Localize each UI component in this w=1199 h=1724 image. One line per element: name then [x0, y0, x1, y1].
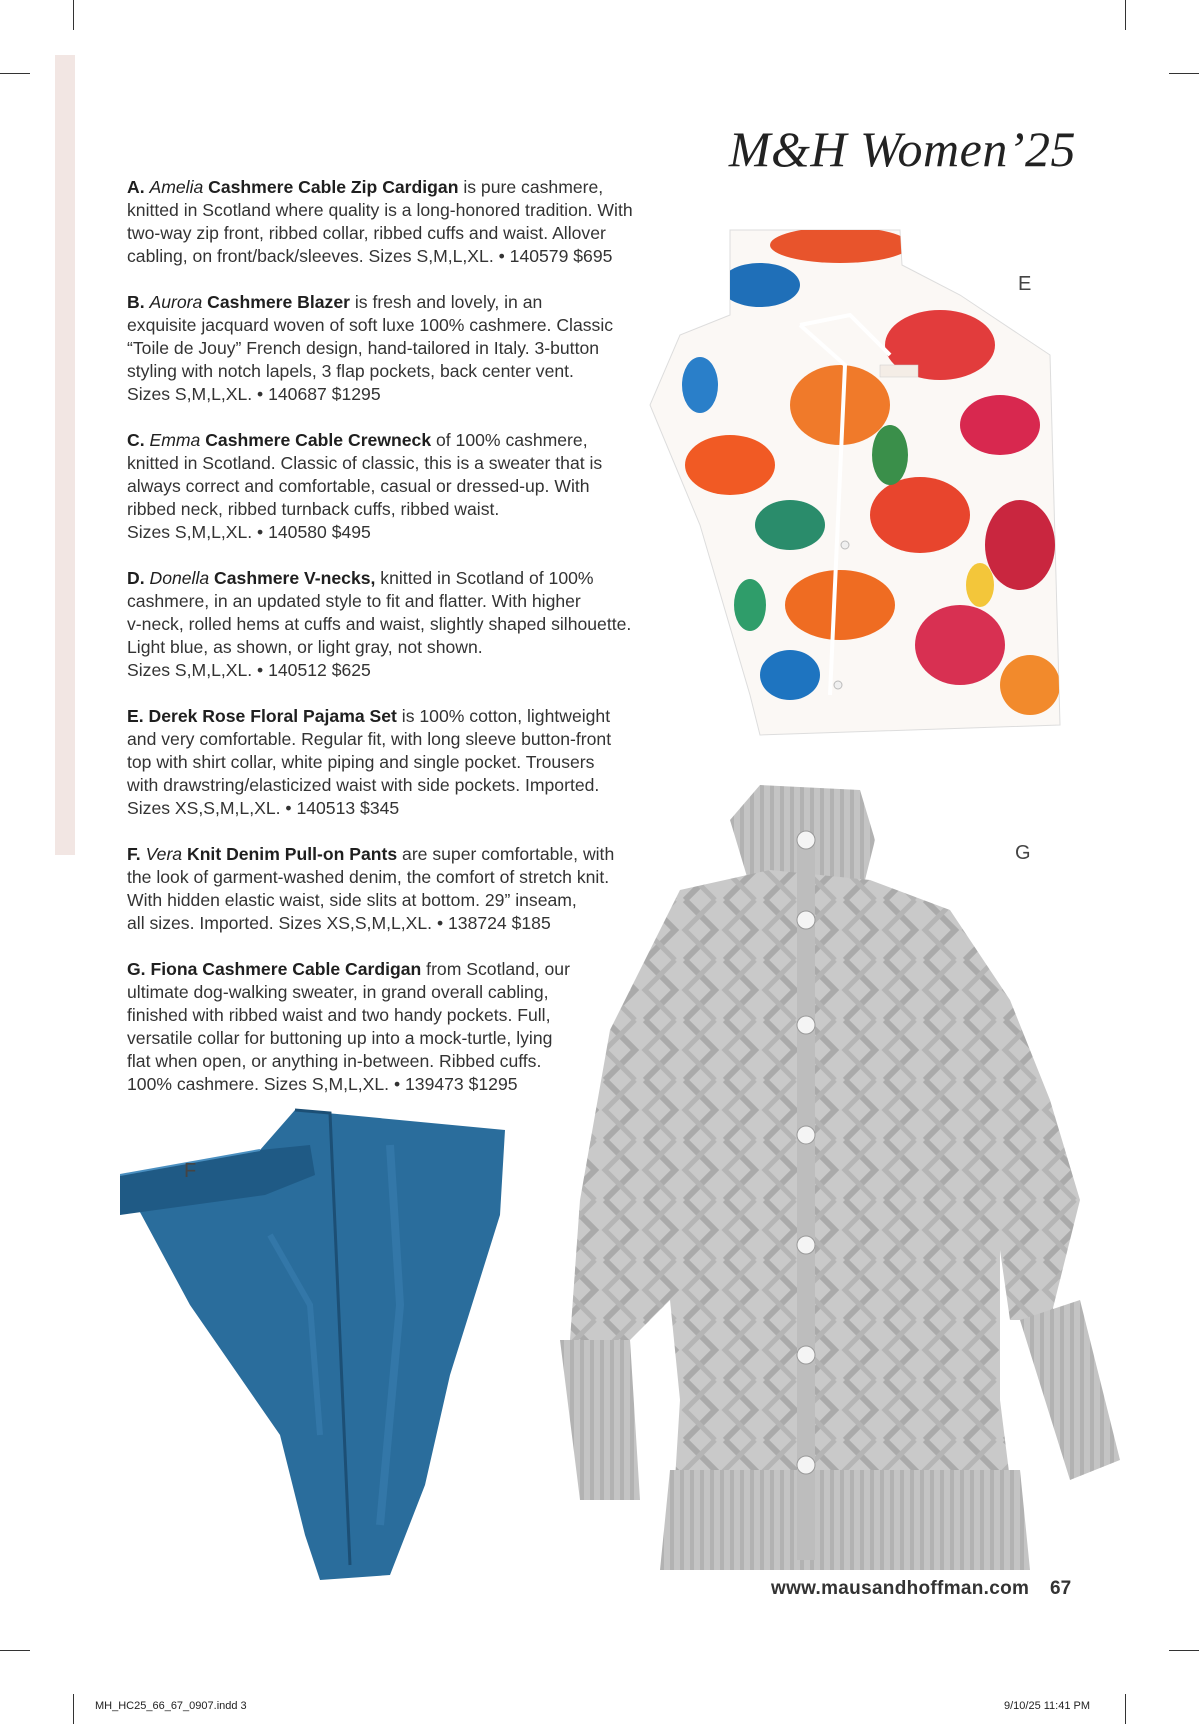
product-name: Cashmere Blazer: [202, 292, 350, 312]
description-line: cashmere, in an updated style to fit and flatter. With higher: [127, 591, 581, 611]
description-line: Light blue, as shown, or light gray, not shown.: [127, 637, 483, 657]
product-prefix: G.: [127, 959, 151, 979]
product-a: [127, 176, 667, 268]
description-line: Sizes XS,S,M,L,XL. • 140513 $345: [127, 798, 400, 818]
description-line: cabling, on front/back/sleeves. Sizes S,M,L,XL. • 140579 $695: [127, 246, 613, 266]
product-b: [127, 291, 667, 406]
product-name: Fiona Cashmere Cable Cardigan: [150, 959, 422, 979]
product-prefix: A.: [127, 177, 150, 197]
description-line: knitted in Scotland of 100%: [375, 568, 594, 588]
product-c: [127, 429, 667, 544]
photo-label-f: F: [184, 1160, 197, 1182]
description-line: knitted in Scotland. Classic of classic, this is a sweater that is: [127, 453, 603, 473]
denim-pants-image: [120, 1105, 520, 1585]
slug-filename: MH_HC25_66_67_0907.indd 3: [95, 1700, 247, 1712]
slug-timestamp: 9/10/25 11:41 PM: [1004, 1700, 1091, 1712]
crop-mark-bottom-right: [1125, 1694, 1126, 1724]
description-line: Sizes S,M,L,XL. • 140687 $1295: [127, 384, 381, 404]
description-line: top with shirt collar, white piping and single pocket. Trousers: [127, 752, 595, 772]
product-name: Cashmere Cable Crewneck: [200, 430, 432, 450]
description-line: v-neck, rolled hems at cuffs and waist, slightly shaped silhouette.: [127, 614, 632, 634]
description-line: exquisite jacquard woven of soft luxe 100% cashmere. Classic: [127, 315, 614, 335]
cardigan-image: [560, 780, 1150, 1570]
description-line: “Toile de Jouy” French design, hand-tailored in Italy. 3-button: [127, 338, 600, 358]
product-name-italic: Vera: [145, 844, 183, 864]
description-line: with drawstring/elasticized waist with side pockets. Imported.: [127, 775, 600, 795]
crop-mark-bottom-left: [73, 1694, 74, 1724]
product-name-italic: Aurora: [149, 292, 203, 312]
product-name: Derek Rose Floral Pajama Set: [148, 706, 397, 726]
description-line: two-way zip front, ribbed collar, ribbed cuffs and waist. Allover: [127, 223, 606, 243]
description-line: is pure cashmere,: [458, 177, 604, 197]
product-name: Cashmere V-necks,: [209, 568, 376, 588]
decorative-side-bar: [55, 55, 75, 855]
page-number: 67: [1050, 1578, 1072, 1599]
description-line: versatile collar for buttoning up into a mock-turtle, lying: [127, 1028, 553, 1048]
description-line: styling with notch lapels, 3 flap pockets, back center vent.: [127, 361, 574, 381]
description-line: the look of garment-washed denim, the comfort of stretch knit.: [127, 867, 610, 887]
description-line: ultimate dog-walking sweater, in grand overall cabling,: [127, 982, 549, 1002]
product-prefix: B.: [127, 292, 150, 312]
description-line: Sizes S,M,L,XL. • 140580 $495: [127, 522, 371, 542]
description-line: from Scotland, our: [421, 959, 570, 979]
description-line: of 100% cashmere,: [431, 430, 588, 450]
product-prefix: F.: [127, 844, 146, 864]
crop-mark-right-bottom: [1169, 1650, 1199, 1651]
description-line: is 100% cotton, lightweight: [396, 706, 611, 726]
description-line: and very comfortable. Regular fit, with long sleeve button-front: [127, 729, 612, 749]
description-line: 100% cashmere. Sizes S,M,L,XL. • 139473 $1295: [127, 1074, 518, 1094]
product-prefix: E.: [127, 706, 149, 726]
description-line: always correct and comfortable, casual or dressed-up. With: [127, 476, 590, 496]
description-line: knitted in Scotland where quality is a long-honored tradition. With: [127, 200, 633, 220]
photo-label-g: G: [1015, 842, 1031, 864]
description-line: all sizes. Imported. Sizes XS,S,M,L,XL. • 138724 $185: [127, 913, 551, 933]
photo-label-e: E: [1018, 273, 1032, 295]
crop-mark-right-top: [1169, 73, 1199, 74]
description-line: flat when open, or anything in-between. Ribbed cuffs.: [127, 1051, 542, 1071]
product-prefix: C.: [127, 430, 150, 450]
product-name: Cashmere Cable Zip Cardigan: [203, 177, 459, 197]
crop-mark-left-bottom: [0, 1650, 30, 1651]
website-link[interactable]: www.mausandhoffman.com: [771, 1578, 1030, 1599]
product-prefix: D.: [127, 568, 150, 588]
product-name: Knit Denim Pull-on Pants: [182, 844, 398, 864]
product-name-italic: Amelia: [149, 177, 204, 197]
pajama-set-image: [640, 225, 1070, 745]
description-line: is fresh and lovely, in an: [349, 292, 543, 312]
crop-mark-top-right: [1125, 0, 1126, 30]
description-line: finished with ribbed waist and two handy pockets. Full,: [127, 1005, 551, 1025]
description-line: Sizes S,M,L,XL. • 140512 $625: [127, 660, 371, 680]
description-line: ribbed neck, ribbed turnback cuffs, ribbed waist.: [127, 499, 500, 519]
description-line: are super comfortable, with: [397, 844, 615, 864]
product-name-italic: Donella: [149, 568, 210, 588]
page-title: M&H Women’25: [728, 121, 1076, 177]
product-name-italic: Emma: [149, 430, 201, 450]
crop-mark-left-top: [0, 73, 30, 74]
crop-mark-top-left: [73, 0, 74, 30]
description-line: With hidden elastic waist, side slits at bottom. 29” inseam,: [127, 890, 577, 910]
product-d: [127, 567, 667, 682]
